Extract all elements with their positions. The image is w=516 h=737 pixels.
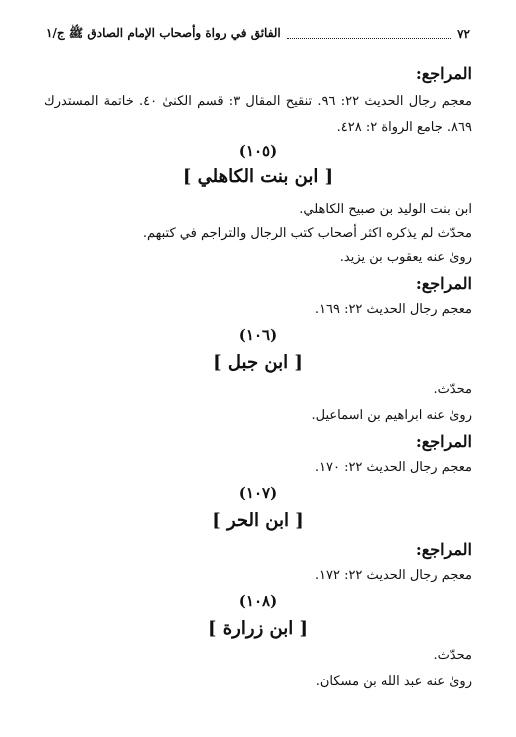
page-number: ٧٢ [457,27,470,41]
entry-title: [ ابن زرارة ] [207,618,309,639]
running-header [46,26,470,42]
entry-text: روىٰ عنه عبد الله بن مسكان. [315,674,472,689]
entry-number: (١٠٧) [238,484,278,502]
entry-number: (١٠٦) [238,326,278,344]
refs-text: معجم رجال الحديث ٢٢: ١٧٠. [314,460,472,475]
refs-heading: المراجع: [415,540,472,559]
book-title: الفائق في رواة وأصحاب الإمام الصادق ﷺ ج/١ [46,25,281,40]
entry-text: محدّث لم يذكره اكثر أصحاب كتب الرجال والتراجم في كتبهم. [142,226,472,241]
refs-text: معجم رجال الحديث ٢٢: ٩٦. تنقيح المقال ٣: قسم الكنىٰ ٤٠. خاتمة المستدرك [44,94,472,109]
refs-heading: المراجع: [415,274,472,293]
refs-heading: المراجع: [415,64,472,83]
entry-text: محدّث. [433,382,472,397]
entry-text: روىٰ عنه ابراهيم بن اسماعيل. [311,408,472,423]
entry-number: (١٠٨) [238,592,278,610]
entry-title: [ ابن الحر ] [212,510,304,531]
entry-text: محدّث. [433,648,472,663]
header-leader-dots [287,30,451,39]
refs-text: معجم رجال الحديث ٢٢: ١٧٢. [314,568,472,583]
entry-title: [ ابن جبل ] [213,352,303,373]
refs-text: معجم رجال الحديث ٢٢: ١٦٩. [314,302,472,317]
entry-number: (١٠٥) [238,142,278,160]
refs-text: ٨٦٩. جامع الرواة ٢: ٤٢٨. [336,120,472,135]
entry-title: [ ابن بنت الكاهلي ] [182,166,334,187]
entry-text: روىٰ عنه يعقوب بن يزيد. [339,250,472,265]
refs-heading: المراجع: [415,432,472,451]
entry-text: ابن بنت الوليد بن صبيح الكاهلي. [299,202,472,217]
